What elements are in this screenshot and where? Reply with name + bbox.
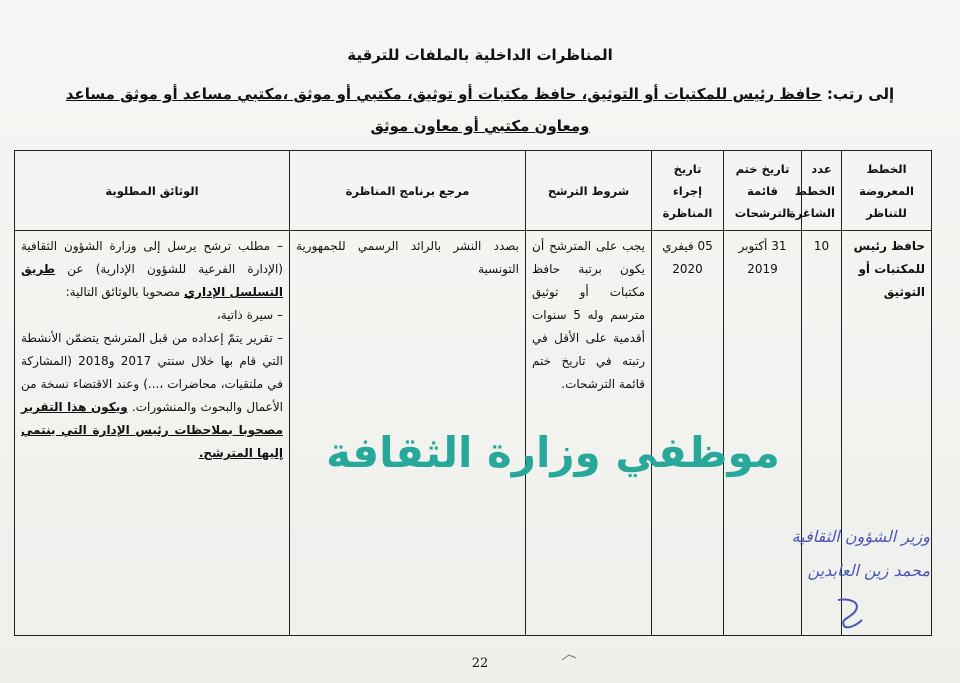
signature-name: محمد زين العابدين <box>807 561 930 580</box>
minister-signature <box>700 520 930 588</box>
documents-paragraph-3 <box>21 327 283 465</box>
documents-p1-end: مصحوبا بالوثائق التالية: <box>65 285 181 299</box>
documents-paragraph-1 <box>21 235 283 304</box>
subtitle-ranks-line2: ومعاون مكتبي أو معاون موثق <box>370 117 590 135</box>
documents-paragraph-2: – سيرة ذاتية، <box>216 308 283 322</box>
signature-scribble-icon <box>830 596 870 630</box>
cell-conditions: يجب على المترشح أن يكون برتبة حافظ مكتبات أو توثيق مترسم وله 5 سنوات أقدمية على الأقل في رتبته في تاريخ ختم قائمة الترشحات. <box>526 231 652 636</box>
subtitle-ranks: حافظ رئيس للمكتبات أو التوثيق، حافظ مكتبات أو توثيق، مكتبي أو موثق ،مكتبي مساعد أو موثق مساعد <box>65 85 822 103</box>
cell-reference: بصدد النشر بالرائد الرسمي للجمهورية التونسية <box>290 231 526 636</box>
page-number: 22 <box>471 656 489 671</box>
documents-p1-start: – مطلب ترشح يرسل إلى وزارة الشؤون الثقافية (الإدارة الفرعية للشؤون الإدارية) عن <box>21 239 283 276</box>
documents-p1-underlined: طريق التسلسل الإداري <box>21 262 283 299</box>
header-exam-date: تاريخ إجراء المناظرة <box>652 151 724 231</box>
header-reference: مرجع برنامج المناظرة <box>290 151 526 231</box>
cell-plan: حافظ رئيس للمكتبات أو التوثيق <box>842 231 932 636</box>
documents-p3-text: – تقرير يتمّ إعداده من قبل المترشح يتضمّن الأنشطة التي قام بها خلال سنتي 2017 و2018 (المشاركة في ملتقيات، محاضرات ،...) وعند الاقتضاء نسخة من الأعمال والبحوث والمنشورات. <box>21 331 283 414</box>
table-header-row <box>15 151 932 231</box>
document-title: المناظرات الداخلية بالملفات للترقية <box>347 46 613 64</box>
document-subtitle <box>40 78 920 142</box>
watermark-text: موظفي وزارة الثقافة <box>326 428 780 477</box>
cell-exam-date: 05 فيفري 2020 <box>652 231 724 636</box>
signature-title: وزير الشؤون الثقافية <box>791 527 930 546</box>
documents-p3-underlined: ويكون هذا التقرير مصحوبا بملاحظات رئيس الإدارة التي ينتمي إليها المترشح. <box>21 400 283 460</box>
header-closing-date: تاريخ ختم قائمة الترشحات <box>724 151 802 231</box>
header-documents: الوثائق المطلوبة <box>15 151 290 231</box>
subtitle-prefix: إلى رتب: <box>826 85 895 103</box>
header-count: عدد الخطط الشاغرة <box>802 151 842 231</box>
cell-documents <box>15 231 290 636</box>
cell-count: 10 <box>802 231 842 636</box>
cell-closing-date: 31 أكتوبر 2019 <box>724 231 802 636</box>
header-plans: الخطط المعروضة للتناظر <box>842 151 932 231</box>
header-conditions: شروط الترشح <box>526 151 652 231</box>
